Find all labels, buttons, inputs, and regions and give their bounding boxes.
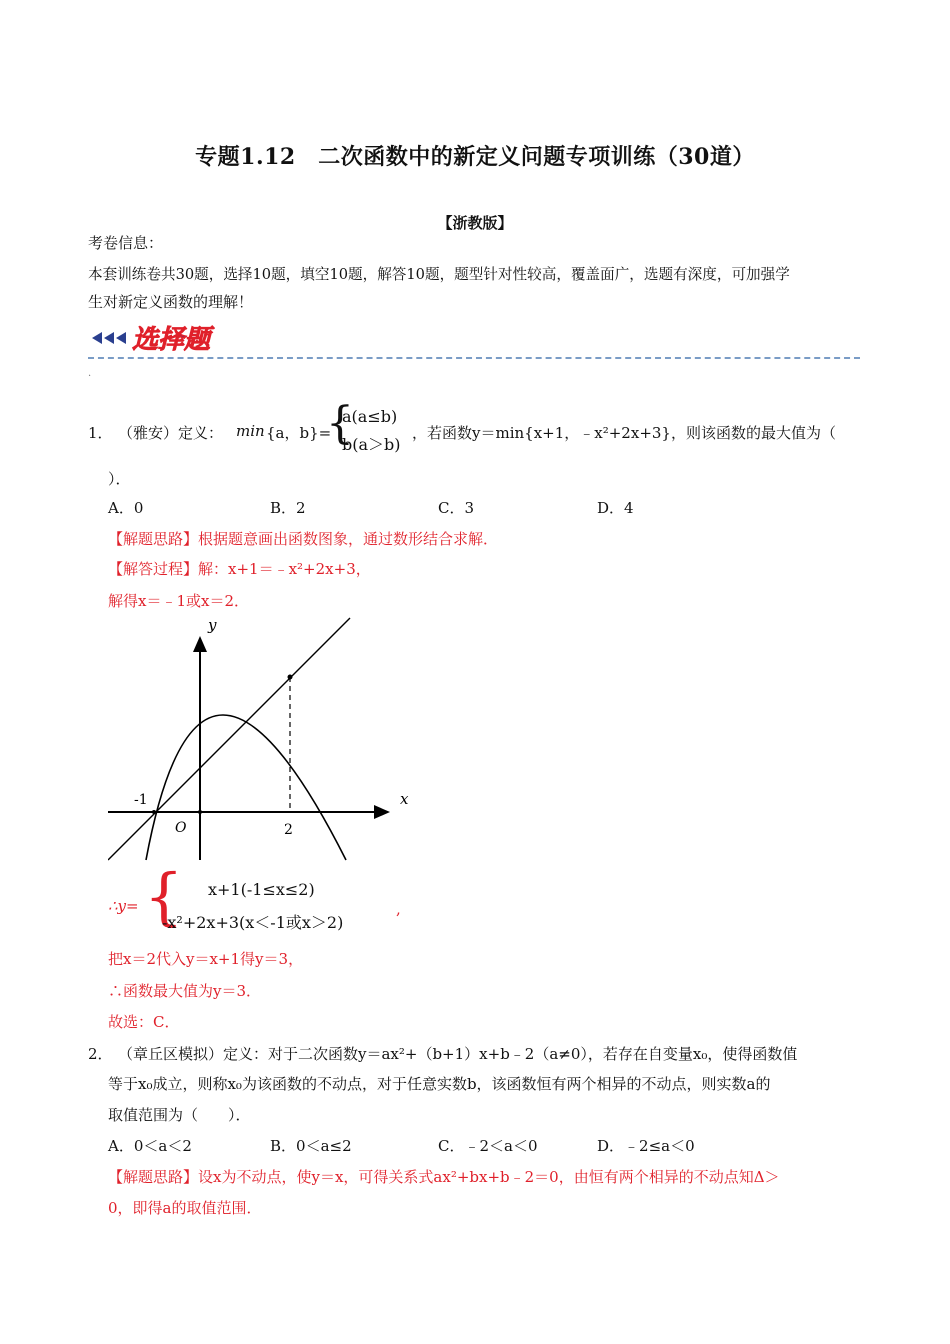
q1-solve: 解得x＝﹣1或x＝2．: [108, 592, 250, 610]
y-axis-arrow-icon: [193, 636, 207, 652]
q2-number: 2．: [88, 1045, 113, 1063]
q2-line-2: 等于x₀成立，则称x₀为该函数的不动点，对于任意实数b，该函数恒有两个相异的不动点，则实数a的: [108, 1075, 771, 1093]
q1-process-tag: 【解答过程】: [108, 560, 199, 578]
paragraph-mark: .: [88, 368, 92, 379]
q1-case-2: b(a＞b): [342, 435, 401, 454]
q1-min-label: min: [236, 422, 265, 440]
q1-option-d: D．4: [597, 499, 634, 517]
y-axis-label: y: [208, 616, 217, 634]
q1-piecewise-brace: {: [144, 860, 184, 933]
q1-source: （雅安）定义：: [118, 424, 224, 442]
q1-piece-2: -x²+2x+3(x＜-1或x＞2): [162, 913, 344, 932]
tick-label-right: 2: [284, 822, 293, 838]
x-axis-label: x: [400, 790, 409, 808]
section-divider: [88, 357, 860, 359]
x-axis-arrow-icon: [374, 805, 390, 819]
origin-label: O: [175, 820, 187, 836]
q2-line-3: 取值范围为（ ）．: [108, 1106, 251, 1124]
intersection-point-left: [152, 810, 156, 814]
tick-label-left: -1: [134, 792, 148, 808]
q1-therefore-y: ∴y=: [108, 897, 139, 915]
intro-line-1: 本套训练卷共30题，选择10题，填空10题，解答10题，题型针对性较高，覆盖面广，选题有深度，可加强学: [88, 266, 790, 283]
section-banner-text: 选择题: [132, 325, 211, 355]
q2-hint-line-2: 0，即得a的取值范围．: [108, 1199, 262, 1217]
q2-hint: [108, 1166, 780, 1187]
q2-option-d: D．﹣2≤a＜0: [597, 1137, 695, 1155]
origin-point: [198, 810, 202, 814]
q1-max-value: ∴函数最大值为y＝3．: [108, 982, 262, 1000]
q1-case-1: a(a≤b): [342, 407, 398, 426]
q1-answer: 故选：C．: [108, 1013, 180, 1031]
q1-stem: ，若函数y＝min{x+1，﹣x²+2x+3}，则该函数的最大值为（: [412, 424, 836, 442]
q1-piece-1: x+1(-1≤x≤2): [208, 880, 315, 899]
arrow-icon: [92, 332, 126, 344]
q1-def-args: {a，b}=: [266, 424, 332, 442]
q1-process: [108, 558, 371, 579]
q1-option-c: C．3: [438, 499, 475, 517]
q1-hint: [108, 528, 498, 549]
intersection-point-right: [288, 675, 293, 680]
q1-option-b: B．2: [270, 499, 306, 517]
info-label: 考卷信息：: [88, 234, 164, 252]
q2-line-1: （章丘区模拟）定义：对于二次函数y＝ax²+（b+1）x+b﹣2（a≠0），若存在自变量x₀，使得函数值: [118, 1045, 798, 1063]
edition-label: 【浙教版】: [437, 214, 513, 232]
line-curve: [108, 618, 350, 860]
page-title: 专题1.12 二次函数中的新定义问题专项训练（30道）: [195, 144, 755, 170]
q1-stem-end: ）．: [108, 470, 131, 488]
q1-piece-comma: ,: [396, 900, 401, 918]
q1-substitute: 把x＝2代入y＝x+1得y＝3，: [108, 950, 304, 968]
section-banner: [88, 318, 268, 358]
parabola-curve: [146, 715, 346, 860]
q2-hint-line-1: 设x为不动点，使y＝x，可得关系式ax²+bx+b﹣2＝0，由恒有两个相异的不动点知Δ＞: [198, 1168, 780, 1186]
q2-option-b: B．0＜a≤2: [270, 1137, 352, 1155]
q1-process-text: 解：x+1＝﹣x²+2x+3，: [198, 560, 371, 578]
q1-option-a: A．0: [108, 499, 144, 517]
q2-option-c: C．﹣2＜a＜0: [438, 1137, 538, 1155]
q1-function-graph: [108, 614, 418, 864]
q2-option-a: A．0＜a＜2: [108, 1137, 192, 1155]
intro-line-2: 生对新定义函数的理解！: [88, 293, 254, 311]
q1-hint-text: 根据题意画出函数图象，通过数形结合求解．: [198, 530, 499, 548]
q2-hint-tag: 【解题思路】: [108, 1168, 199, 1186]
q1-brace: {: [326, 398, 354, 449]
q1-number: 1．: [88, 424, 113, 442]
q1-hint-tag: 【解题思路】: [108, 530, 199, 548]
